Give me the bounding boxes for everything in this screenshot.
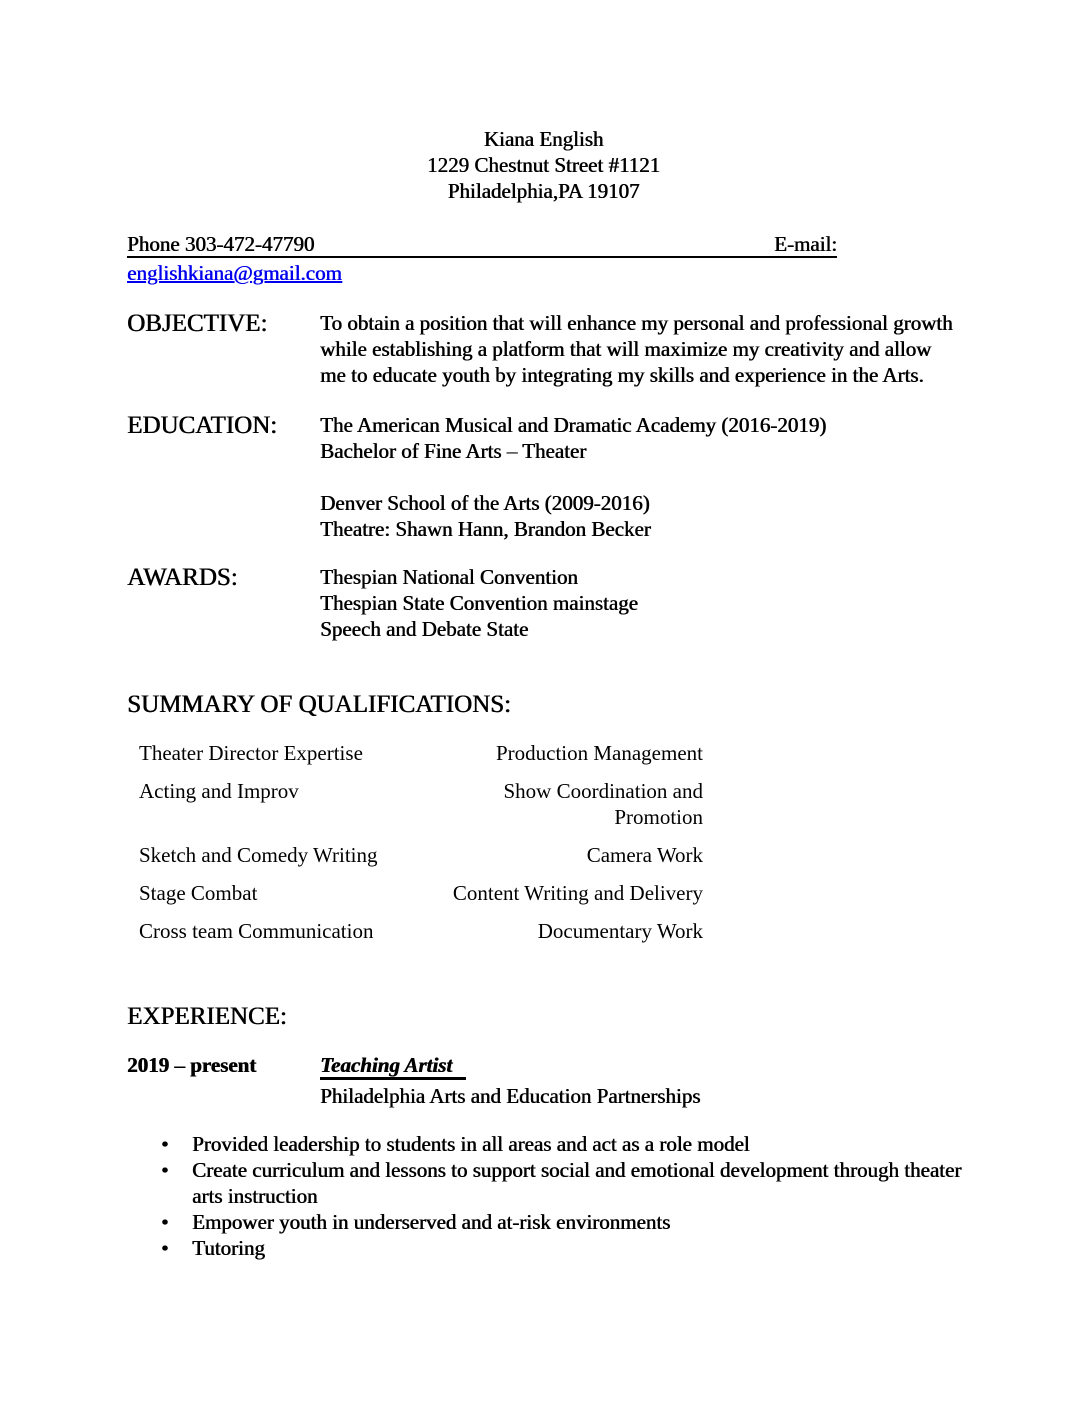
- experience-bullet-list: [127, 1131, 972, 1261]
- education-section: [127, 412, 968, 542]
- skill-item: Stage Combat: [139, 881, 258, 905]
- email-link[interactable]: englishkiana@gmail.com: [127, 261, 342, 285]
- education-body: [320, 412, 960, 542]
- experience-heading: EXPERIENCE:: [127, 1003, 287, 1030]
- education-detail: Theatre: Shawn Hann, Brandon Becker: [320, 517, 651, 541]
- experience-title: Teaching Artist: [320, 1054, 466, 1080]
- education-label: EDUCATION:: [127, 412, 277, 439]
- objective-section: [127, 310, 968, 388]
- skill-item: Theater Director Expertise: [139, 741, 363, 765]
- award-item: Speech and Debate State: [320, 617, 529, 641]
- skill-item: Content Writing and Delivery: [452, 881, 703, 905]
- experience-bullet: • Tutoring: [192, 1235, 972, 1261]
- address-line-1: 1229 Chestnut Street #1121: [426, 153, 661, 177]
- qualifications-heading: SUMMARY OF QUALIFICATIONS:: [127, 691, 511, 718]
- contact-email-row: [127, 260, 968, 286]
- phone-number: Phone 303-472-47790: [127, 232, 315, 256]
- award-item: Thespian State Convention mainstage: [320, 591, 638, 615]
- education-entry: [320, 490, 960, 542]
- awards-body: [320, 564, 960, 642]
- education-entry: [320, 412, 960, 464]
- header-block: [127, 126, 960, 204]
- awards-label: AWARDS:: [127, 564, 238, 591]
- education-school: The American Musical and Dramatic Academy (2016-2019): [320, 413, 827, 437]
- education-degree: Bachelor of Fine Arts – Theater: [320, 439, 587, 463]
- experience-bullet: • Create curriculum and lessons to support social and emotional development through theater arts instruction: [192, 1157, 972, 1209]
- skill-item: Cross team Communication: [139, 919, 374, 943]
- skill-item: Sketch and Comedy Writing: [139, 843, 378, 867]
- award-item: Thespian National Convention: [320, 565, 578, 589]
- experience-entry: [127, 1052, 968, 1109]
- skill-item: Production Management: [495, 741, 703, 765]
- experience-dates: 2019 – present: [127, 1053, 257, 1077]
- education-school: Denver School of the Arts (2009-2016): [320, 491, 650, 515]
- address-line-2: Philadelphia,PA 19107: [447, 179, 640, 203]
- experience-bullet: • Provided leadership to students in all areas and act as a role model: [192, 1131, 972, 1157]
- awards-section: [127, 564, 968, 642]
- person-name: Kiana English: [483, 127, 604, 151]
- experience-organization: Philadelphia Arts and Education Partnerships: [320, 1084, 701, 1108]
- contact-line: [127, 232, 837, 258]
- objective-label: OBJECTIVE:: [127, 310, 268, 337]
- experience-bullet: • Empower youth in underserved and at-risk environments: [192, 1209, 972, 1235]
- skill-item: Camera Work: [586, 843, 703, 867]
- spacer: [320, 464, 960, 490]
- email-label: E-mail:: [774, 232, 837, 256]
- skill-item: Show Coordination and Promotion: [503, 779, 703, 829]
- qualifications-table: [139, 740, 968, 944]
- experience-entry-details: [320, 1052, 960, 1109]
- skill-item: Documentary Work: [537, 919, 703, 943]
- objective-text: To obtain a position that will enhance my personal and professional growth while establishing a platform that will maximize my creativity and allow me to educate youth by integrating my skills and experience in the Arts.: [320, 311, 953, 387]
- skill-item: Acting and Improv: [139, 779, 299, 803]
